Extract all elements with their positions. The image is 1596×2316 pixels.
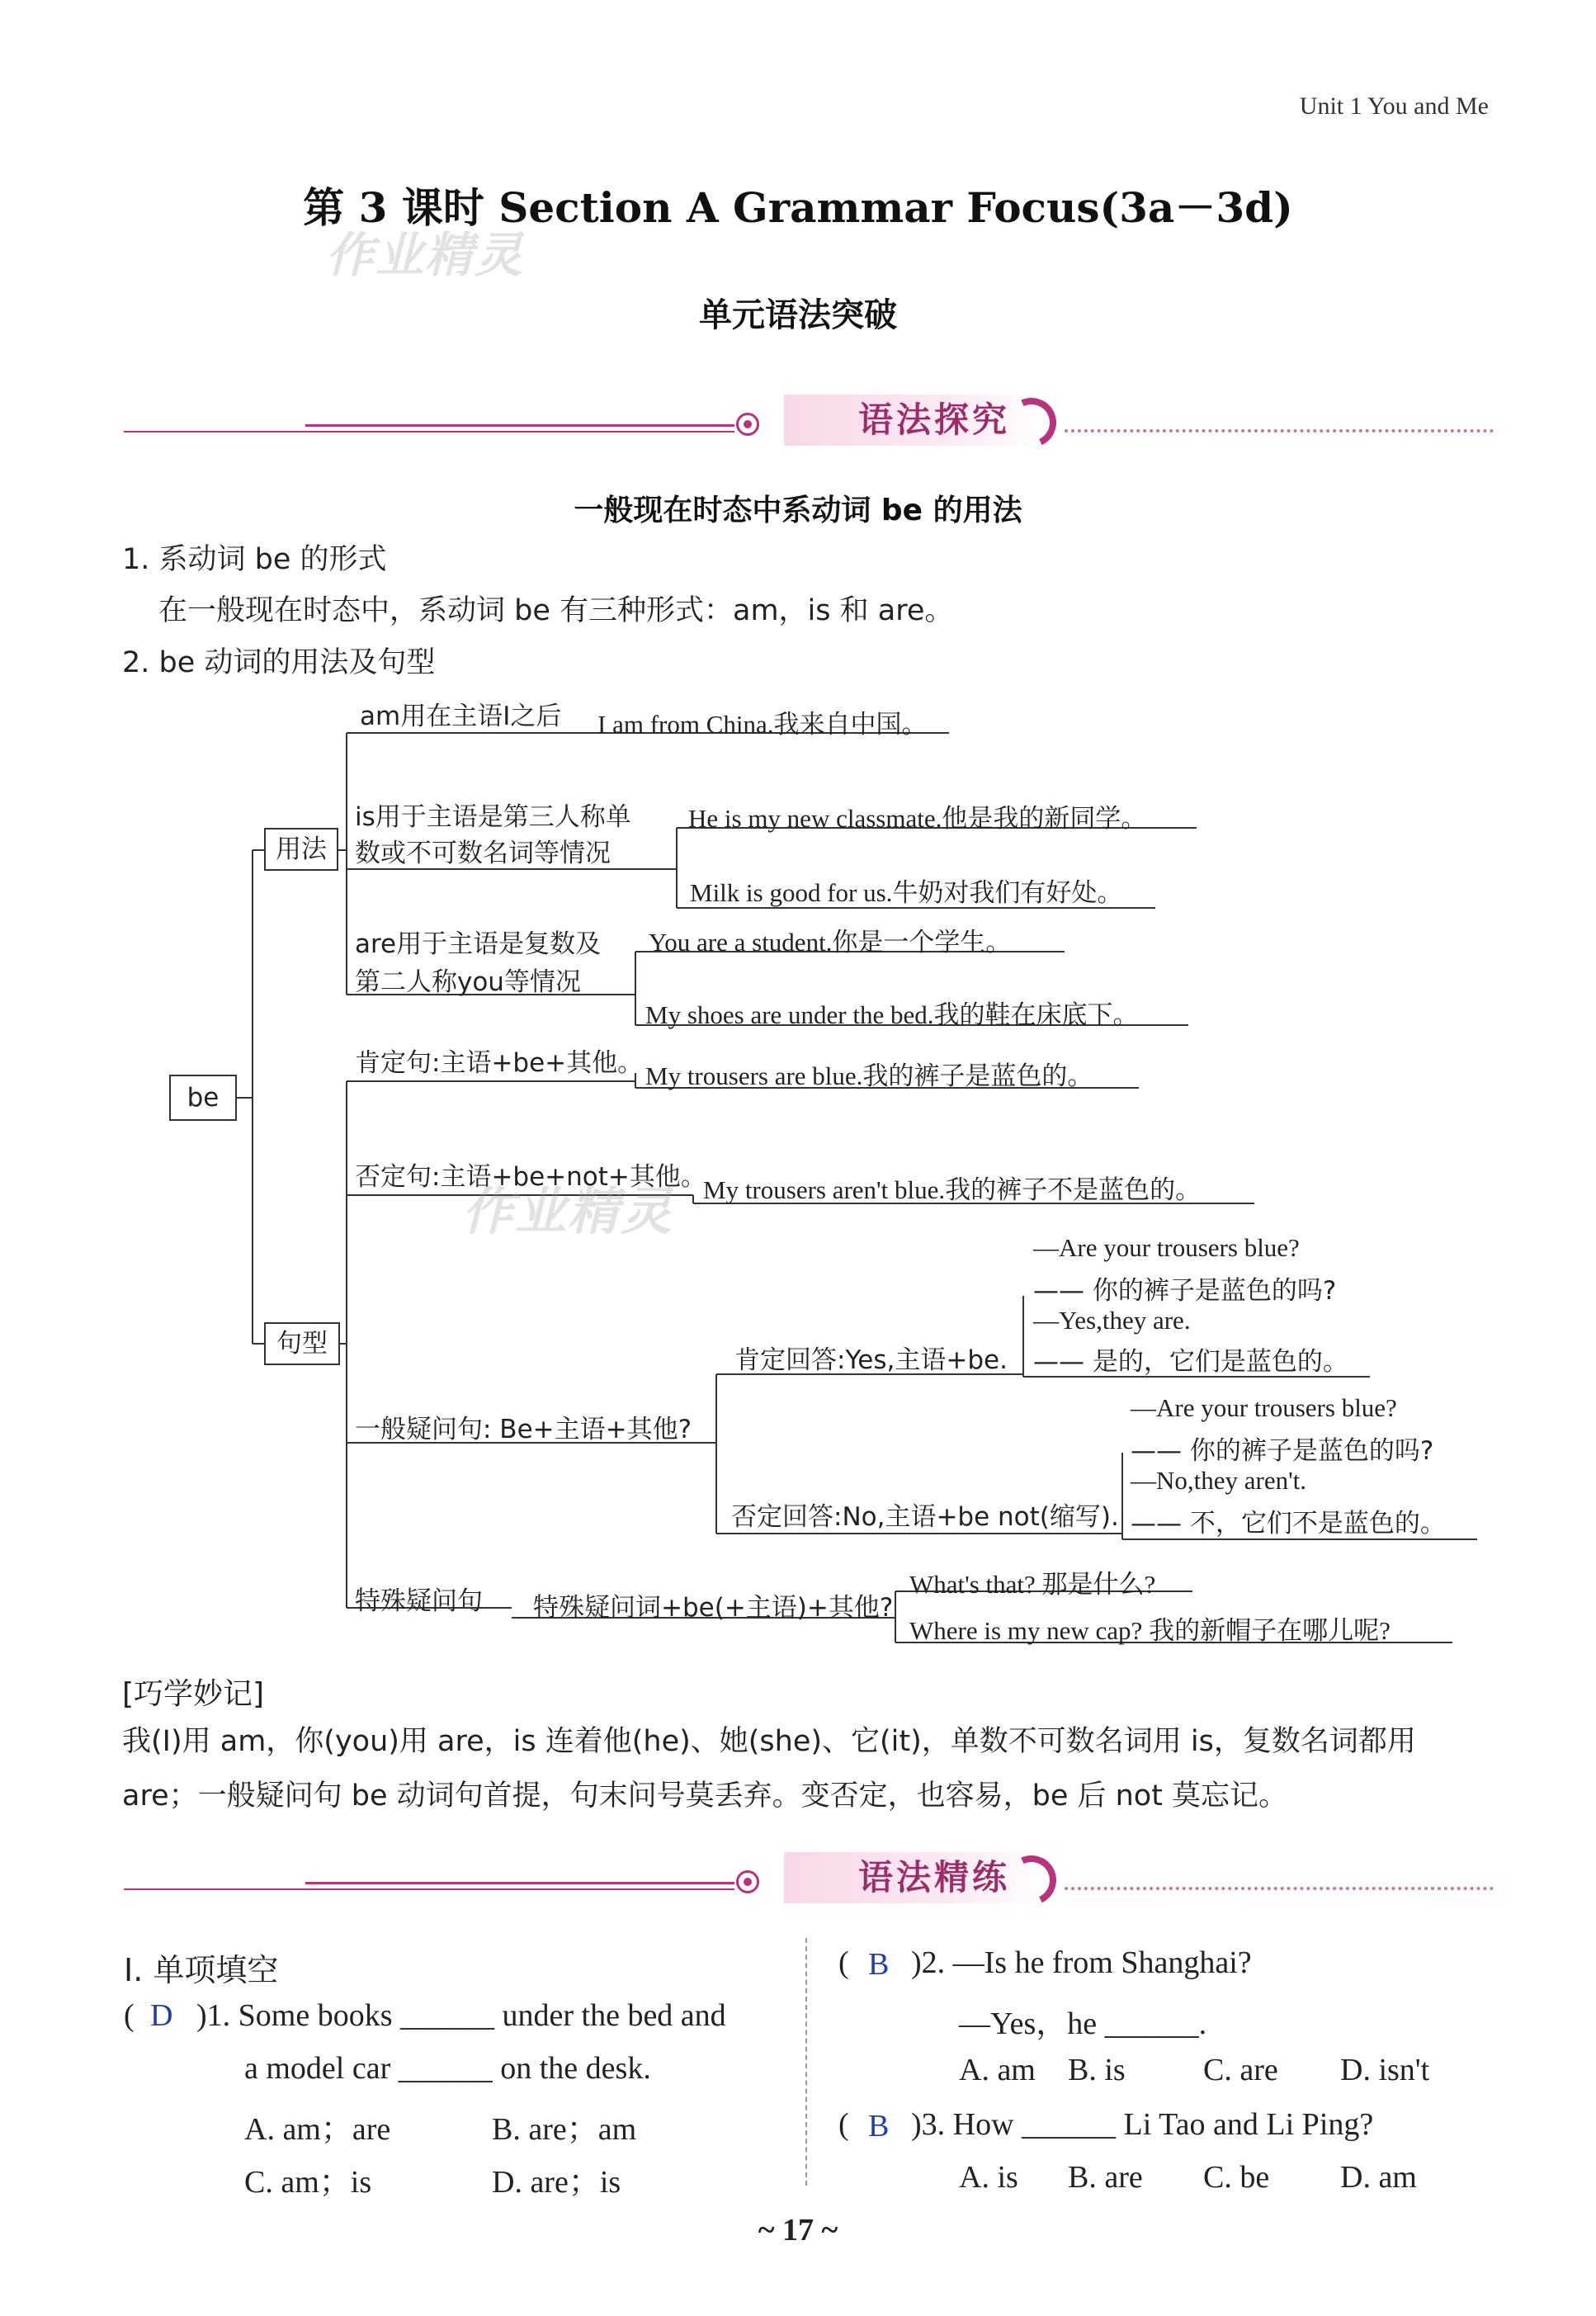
question-2-cn: —— 你的裤子是蓝色的吗? <box>1131 1436 1434 1466</box>
is-example-1: He is my new classmate.他是我的新同学。 <box>688 804 1147 833</box>
q1-option-a: A. am；are <box>244 2112 391 2147</box>
answer-2: —No,they aren't. <box>1131 1466 1307 1495</box>
negative-rule: 否定句:主语+be+not+其他。 <box>355 1162 706 1192</box>
q2-stem-line1: )2. —Is he from Shanghai? <box>911 1945 1252 1980</box>
q2-option-c: C. are <box>1203 2053 1278 2087</box>
q1-stem-line2: a model car ______ on the desk. <box>244 2051 651 2086</box>
answer-1-cn: —— 是的，它们是蓝色的。 <box>1033 1347 1348 1377</box>
wh-example-2: Where is my new cap? 我的新帽子在哪儿呢? <box>909 1616 1391 1645</box>
q3-option-d: D. am <box>1340 2160 1417 2195</box>
q3-bracket: ( <box>838 2107 849 2142</box>
q2-option-d: D. isn't <box>1340 2053 1430 2087</box>
answer-2-cn: —— 不，它们不是蓝色的。 <box>1131 1509 1446 1538</box>
q2-bracket: ( <box>838 1945 849 1980</box>
are-rule-line1: are用于主语是复数及 <box>355 929 602 959</box>
are-rule-line2: 第二人称you等情况 <box>355 967 581 997</box>
q3-option-c: C. be <box>1203 2160 1270 2195</box>
unit-subtitle: 单元语法突破 <box>699 296 897 334</box>
no-answer-rule: 否定回答:No,主语+be not(缩写). <box>731 1502 1119 1532</box>
negative-example: My trousers aren't blue.我的裤子不是蓝色的。 <box>703 1175 1202 1204</box>
point-2: 2. be 动词的用法及句型 <box>122 646 436 679</box>
am-example: I am from China.我来自中国。 <box>597 710 928 739</box>
wh-example-1: What's that? 那是什么? <box>909 1570 1156 1599</box>
question-2: —Are your trousers blue? <box>1131 1393 1397 1422</box>
be-root-box: be <box>169 1075 237 1121</box>
page-number: ~ 17 ~ <box>758 2213 838 2247</box>
is-rule-line1: is用于主语是第三人称单 <box>355 802 631 832</box>
unit-header: Unit 1 You and Me <box>1299 92 1489 120</box>
q1-bracket: ( <box>124 1998 135 2033</box>
grammar-practice-banner <box>124 1852 1494 1918</box>
wh-question-label: 特殊疑问句 <box>355 1586 483 1616</box>
yes-answer-rule: 肯定回答:Yes,主语+be. <box>734 1345 1008 1375</box>
section-heading: 一般现在时态中系动词 be 的用法 <box>574 494 1022 527</box>
point-1-body: 在一般现在时态中，系动词 be 有三种形式：am，is 和 are。 <box>158 594 954 627</box>
q1-option-d: D. are；is <box>492 2165 621 2200</box>
q1-stem-line1: )1. Some books ______ under the bed and <box>196 1998 726 2033</box>
q2-stem-line2: —Yes，he ______. <box>959 2006 1207 2041</box>
are-example-2: My shoes are under the bed.我的鞋在床底下。 <box>645 1000 1139 1029</box>
usage-box: 用法 <box>264 828 338 871</box>
wh-question-rule: 特殊疑问词+be(+主语)+其他? <box>533 1593 894 1623</box>
banner-label: 语法精练 <box>784 1852 1048 1903</box>
is-example-2: Milk is good for us.牛奶对我们有好处。 <box>690 878 1123 907</box>
exercise-section-title: Ⅰ. 单项填空 <box>124 1952 279 1988</box>
tip-title: [巧学妙记] <box>122 1677 265 1711</box>
question-1-cn: —— 你的裤子是蓝色的吗? <box>1033 1276 1337 1306</box>
target-icon <box>736 1870 759 1893</box>
watermark: 作业精灵 <box>462 1181 674 1241</box>
tip-line-1: 我(I)用 am，你(you)用 are，is 连着他(he)、她(she)、它(it)，单数不可数名词用 is，复数名词都用 <box>122 1725 1416 1758</box>
q2-answer: B <box>868 1947 890 1982</box>
answer-1: —Yes,they are. <box>1033 1306 1191 1335</box>
affirmative-rule: 肯定句:主语+be+其他。 <box>355 1048 644 1078</box>
question-1: —Are your trousers blue? <box>1033 1233 1300 1262</box>
q3-stem: )3. How ______ Li Tao and Li Ping? <box>911 2107 1374 2142</box>
am-rule: am用在主语I之后 <box>360 702 562 731</box>
lesson-title: 第 3 课时 Section A Grammar Focus(3a－3d) <box>303 183 1293 232</box>
is-rule-line2: 数或不可数名词等情况 <box>355 839 611 868</box>
q2-option-a: A. am <box>959 2053 1036 2087</box>
q3-option-a: A. is <box>959 2160 1018 2195</box>
affirmative-example: My trousers are blue.我的裤子是蓝色的。 <box>645 1061 1093 1090</box>
q3-answer: B <box>868 2109 890 2143</box>
tip-line-2: are；一般疑问句 be 动词句首提，句末问号莫丢弃。变否定，也容易，be 后 not 莫忘记。 <box>122 1780 1288 1813</box>
point-1: 1. 系动词 be 的形式 <box>122 543 387 576</box>
are-example-1: You are a student.你是一个学生。 <box>649 928 1012 957</box>
q1-answer: D <box>150 1998 173 2033</box>
q1-option-c: C. am；is <box>244 2165 372 2200</box>
pattern-box: 句型 <box>264 1322 340 1365</box>
general-question-rule: 一般疑问句: Be+主语+其他? <box>355 1415 692 1444</box>
q3-option-b: B. are <box>1068 2160 1143 2195</box>
q2-option-b: B. is <box>1068 2053 1126 2087</box>
banner-label: 语法探究 <box>784 395 1048 446</box>
column-divider <box>805 1938 807 2186</box>
watermark: 作业精灵 <box>326 227 525 283</box>
q1-option-b: B. are；am <box>492 2112 637 2147</box>
